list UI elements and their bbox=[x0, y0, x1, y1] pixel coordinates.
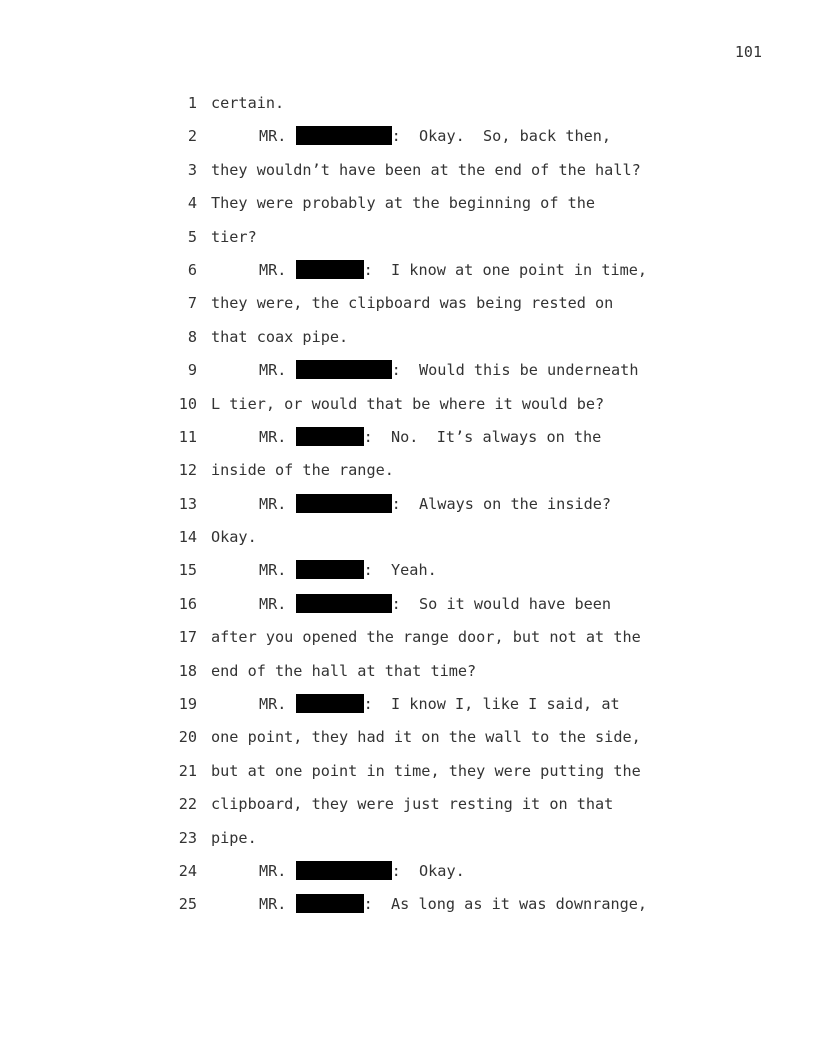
line-text: they wouldn’t have been at the end of the hall? bbox=[211, 160, 641, 179]
transcript-line bbox=[0, 860, 816, 893]
line-number: 22 bbox=[178, 795, 197, 814]
speaker-line bbox=[259, 493, 611, 515]
line-number: 17 bbox=[178, 628, 197, 647]
transcript-line bbox=[0, 426, 816, 459]
spoken-text: : Always on the inside? bbox=[391, 494, 612, 513]
line-number: 19 bbox=[178, 695, 197, 714]
transcript-line bbox=[0, 760, 816, 793]
transcript-line bbox=[0, 292, 816, 325]
transcript-line bbox=[0, 92, 816, 125]
spoken-text: : Okay. So, back then, bbox=[391, 127, 612, 146]
line-number: 24 bbox=[178, 861, 197, 880]
speaker-label: MR. bbox=[259, 695, 287, 714]
speaker-label: MR. bbox=[259, 861, 287, 880]
line-number: 16 bbox=[178, 594, 197, 613]
line-text: after you opened the range door, but not at the bbox=[211, 628, 641, 647]
transcript-line bbox=[0, 159, 816, 192]
speaker-label: MR. bbox=[259, 361, 287, 380]
transcript-line bbox=[0, 660, 816, 693]
line-text: Okay. bbox=[211, 528, 257, 547]
transcript-line bbox=[0, 793, 816, 826]
redaction-box bbox=[296, 560, 364, 579]
transcript-line bbox=[0, 526, 816, 559]
line-text: pipe. bbox=[211, 828, 257, 847]
spoken-text: : I know at one point in time, bbox=[363, 260, 648, 279]
transcript-line bbox=[0, 593, 816, 626]
transcript-line bbox=[0, 259, 816, 292]
line-number: 7 bbox=[187, 294, 197, 313]
transcript-line bbox=[0, 693, 816, 726]
transcript-line bbox=[0, 326, 816, 359]
speaker-label: MR. bbox=[259, 594, 287, 613]
spoken-text: : Okay. bbox=[391, 861, 465, 880]
line-text: They were probably at the beginning of the bbox=[211, 194, 596, 213]
redaction-box bbox=[296, 894, 364, 913]
speaker-line bbox=[259, 259, 647, 281]
line-number: 9 bbox=[187, 361, 197, 380]
transcript-line bbox=[0, 626, 816, 659]
speaker-line bbox=[259, 893, 647, 915]
line-number: 13 bbox=[178, 494, 197, 513]
transcript-line bbox=[0, 192, 816, 225]
line-number: 4 bbox=[187, 194, 197, 213]
spoken-text: : I know I, like I said, at bbox=[363, 695, 620, 714]
line-number: 15 bbox=[178, 561, 197, 580]
line-text: L tier, or would that be where it would be? bbox=[211, 394, 605, 413]
speaker-line bbox=[259, 593, 611, 615]
speaker-line bbox=[259, 559, 437, 581]
line-number: 3 bbox=[187, 160, 197, 179]
spoken-text: : No. It’s always on the bbox=[363, 427, 602, 446]
line-text: one point, they had it on the wall to the side, bbox=[211, 728, 641, 747]
redaction-box bbox=[296, 594, 392, 613]
spoken-text: : Yeah. bbox=[363, 561, 437, 580]
line-number: 12 bbox=[178, 461, 197, 480]
transcript-line bbox=[0, 226, 816, 259]
line-number: 11 bbox=[178, 427, 197, 446]
transcript-body bbox=[0, 92, 816, 927]
spoken-text: : Would this be underneath bbox=[391, 361, 639, 380]
line-text: inside of the range. bbox=[211, 461, 394, 480]
redaction-box bbox=[296, 861, 392, 880]
spoken-text: : So it would have been bbox=[391, 594, 612, 613]
speaker-label: MR. bbox=[259, 427, 287, 446]
transcript-line bbox=[0, 125, 816, 158]
transcript-line bbox=[0, 726, 816, 759]
transcript-line bbox=[0, 459, 816, 492]
speaker-label: MR. bbox=[259, 895, 287, 914]
redaction-box bbox=[296, 694, 364, 713]
page-number: 101 bbox=[734, 43, 762, 61]
line-number: 6 bbox=[187, 260, 197, 279]
line-number: 8 bbox=[187, 327, 197, 346]
speaker-label: MR. bbox=[259, 260, 287, 279]
line-text: certain. bbox=[211, 94, 285, 112]
line-text: tier? bbox=[211, 227, 257, 246]
line-number: 1 bbox=[187, 94, 197, 112]
line-text: but at one point in time, they were putting the bbox=[211, 761, 641, 780]
line-number: 20 bbox=[178, 728, 197, 747]
line-number: 21 bbox=[178, 761, 197, 780]
speaker-line bbox=[259, 359, 638, 381]
line-number: 25 bbox=[178, 895, 197, 914]
line-text: clipboard, they were just resting it on that bbox=[211, 795, 614, 814]
speaker-label: MR. bbox=[259, 561, 287, 580]
speaker-line bbox=[259, 426, 601, 448]
line-text: end of the hall at that time? bbox=[211, 661, 477, 680]
transcript-line bbox=[0, 559, 816, 592]
transcript-line bbox=[0, 893, 816, 926]
line-text: they were, the clipboard was being rested on bbox=[211, 294, 614, 313]
redaction-box bbox=[296, 260, 364, 279]
transcript-line bbox=[0, 827, 816, 860]
redaction-box bbox=[296, 427, 364, 446]
speaker-line bbox=[259, 693, 620, 715]
speaker-label: MR. bbox=[259, 127, 287, 146]
speaker-line bbox=[259, 860, 465, 882]
line-number: 2 bbox=[187, 127, 197, 146]
transcript-line bbox=[0, 359, 816, 392]
line-text: that coax pipe. bbox=[211, 327, 349, 346]
line-number: 10 bbox=[178, 394, 197, 413]
line-number: 23 bbox=[178, 828, 197, 847]
line-number: 5 bbox=[187, 227, 197, 246]
line-number: 14 bbox=[178, 528, 197, 547]
transcript-line bbox=[0, 493, 816, 526]
speaker-label: MR. bbox=[259, 494, 287, 513]
transcript-line bbox=[0, 393, 816, 426]
spoken-text: : As long as it was downrange, bbox=[363, 895, 648, 914]
redaction-box bbox=[296, 360, 392, 379]
line-number: 18 bbox=[178, 661, 197, 680]
redaction-box bbox=[296, 494, 392, 513]
speaker-line bbox=[259, 125, 611, 147]
redaction-box bbox=[296, 126, 392, 145]
